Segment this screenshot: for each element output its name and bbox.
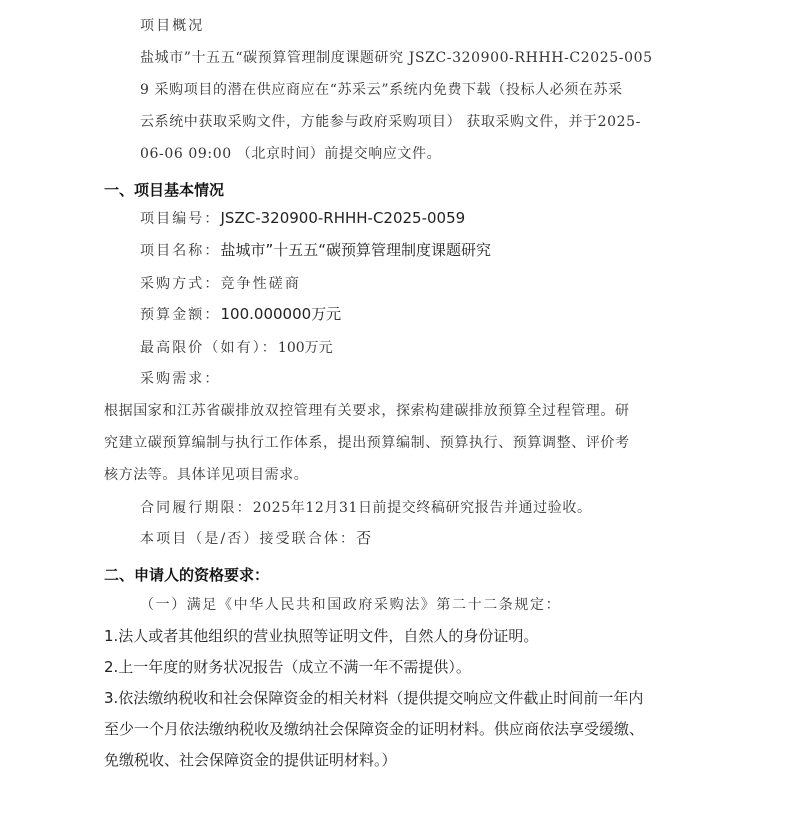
- contract-term-row: [140, 500, 592, 516]
- procurement-method-value: 竞争性磋商: [220, 276, 301, 292]
- project-number-value: JSZC-320900-RHHH-C2025-0059: [220, 209, 466, 227]
- project-number-label: 项目编号：: [140, 211, 221, 227]
- contract-term-label: 合同履行期限：: [140, 500, 253, 516]
- consortium-label: 本项目（是/否）接受联合体：: [140, 531, 357, 547]
- consortium-value: 否: [356, 529, 372, 547]
- budget-value: 100.000000万元: [220, 305, 342, 323]
- max-price-label: 最高限价（如有）：: [140, 340, 278, 356]
- section2-heading: 二、申请人的资格要求：: [104, 566, 270, 584]
- procurement-method-row: [140, 276, 301, 292]
- project-name-label: 项目名称：: [140, 243, 221, 259]
- max-price-row: [140, 340, 333, 356]
- requirement-label: 采购需求：: [140, 371, 221, 387]
- project-number-row: [140, 211, 465, 227]
- procurement-method-label: 采购方式：: [140, 276, 221, 292]
- contract-term-value: 2025年12月31日前提交终稿研究报告并通过验收。: [252, 500, 592, 516]
- overview-line-4: 06-06 09:00 （北京时间）前提交响应文件。: [140, 146, 442, 162]
- project-name-row: [140, 243, 491, 259]
- max-price-value: 100万元: [277, 340, 333, 356]
- budget-row: [140, 307, 341, 323]
- section1-heading: 一、项目基本情况: [104, 181, 225, 199]
- overview-line-3: 云系统中获取采购文件，方能参与政府采购项目） 获取采购文件，并于2025-: [140, 114, 642, 130]
- requirement-line-2: 究建立碳预算编制与执行工作体系，提出预算编制、预算执行、预算调整、评价考: [104, 435, 630, 451]
- requirement-line-1: 根据国家和江苏省碳排放双控管理有关要求，探索构建碳排放预算全过程管理。研: [104, 403, 630, 419]
- section2-sub1: （一）满足《中华人民共和国政府采购法》第二十二条规定：: [140, 597, 562, 613]
- overview-line-1: 盐城市”十五五“碳预算管理制度课题研究 JSZC-320900-RHHH-C2025-005: [140, 50, 653, 66]
- requirement-line-3: 核方法等。具体详见项目需求。: [104, 467, 309, 483]
- qualification-item-3-line-3: 免缴税收、社会保障资金的提供证明材料。）: [104, 751, 397, 769]
- overview-title: 项目概况: [140, 18, 205, 34]
- consortium-row: [140, 531, 371, 547]
- project-name-value: 盐城市”十五五“碳预算管理制度课题研究: [220, 241, 492, 259]
- qualification-item-3-line-2: 至少一个月依法缴纳税收及缴纳社会保障资金的证明材料。供应商依法享受缓缴、: [104, 720, 645, 738]
- budget-label: 预算金额：: [140, 307, 221, 323]
- qualification-item-2: 2.上一年度的财务状况报告（成立不满一年不需提供）。: [104, 658, 471, 676]
- overview-line-2: 9 采购项目的潜在供应商应在“苏采云”系统内免费下载（投标人必须在苏采: [140, 82, 623, 98]
- qualification-item-1: 1.法人或者其他组织的营业执照等证明文件，自然人的身份证明。: [104, 627, 539, 645]
- qualification-item-3-line-1: 3.依法缴纳税收和社会保障资金的相关材料（提供提交响应文件截止时间前一年内: [104, 689, 644, 707]
